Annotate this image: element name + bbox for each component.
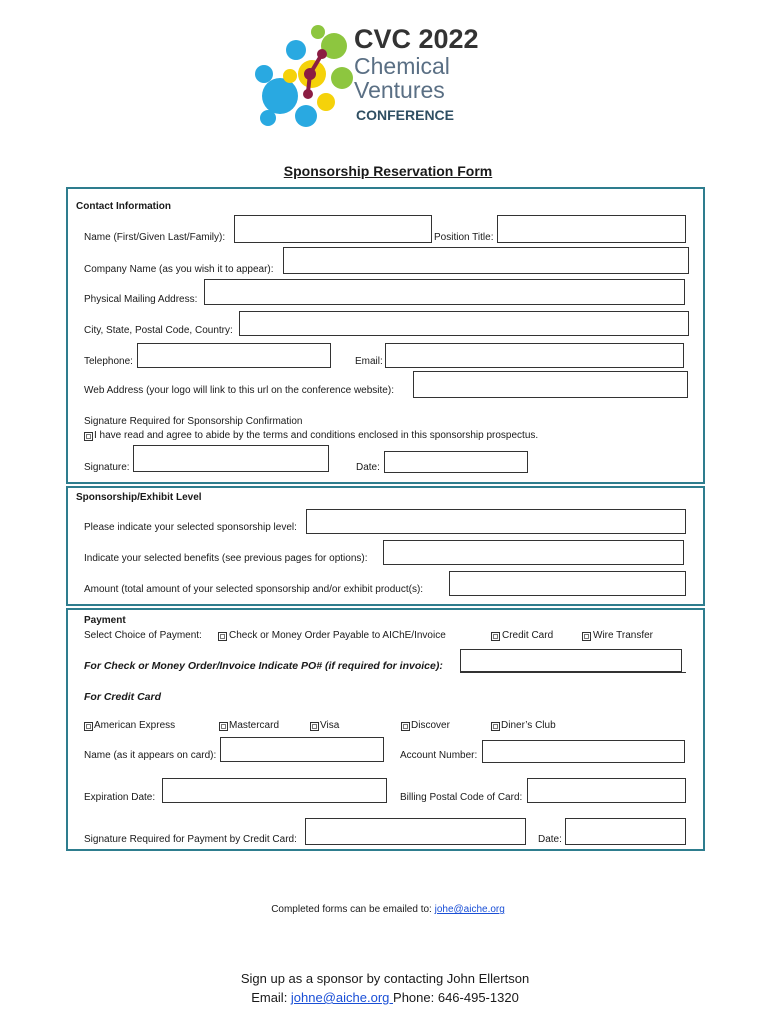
cc-signature-label: Signature Required for Payment by Credit Card: — [84, 834, 297, 845]
credit-card-checkbox[interactable] — [491, 632, 500, 641]
signature-label: Signature: — [84, 462, 130, 473]
wire-transfer-label: Wire Transfer — [593, 630, 654, 641]
completed-forms-email-link[interactable]: johe@aiche.org — [434, 904, 505, 915]
position-label: Position Title: — [434, 232, 494, 243]
discover-checkbox[interactable] — [401, 722, 410, 731]
contact-line — [0, 990, 770, 1005]
sponsorship-level-label: Please indicate your selected sponsorship level: — [84, 522, 297, 533]
check-money-order-checkbox[interactable] — [218, 632, 227, 641]
name-label: Name (First/Given Last/Family): — [84, 232, 226, 243]
cc-date-label: Date: — [538, 834, 562, 845]
email-label: Email: — [355, 356, 383, 367]
american-express-label: American Express — [94, 720, 176, 731]
po-number-label: For Check or Money Order/Invoice Indicate PO# (if required for invoice): — [84, 660, 443, 672]
diners-club-label: Diner’s Club — [501, 720, 556, 731]
billing-postal-field[interactable] — [527, 778, 686, 803]
sponsorship-level-field[interactable] — [306, 509, 686, 534]
mastercard-label: Mastercard — [229, 720, 280, 731]
logo-line-chemical: Chemical — [354, 53, 450, 79]
diners-club-checkbox[interactable] — [491, 722, 500, 731]
city-label: City, State, Postal Code, Country: — [84, 325, 233, 336]
payment-choice-label: Select Choice of Payment: — [84, 630, 202, 641]
agree-terms-label: I have read and agree to abide by the terms and conditions enclosed in this sponsorship prospectus. — [94, 430, 539, 441]
company-field[interactable] — [283, 247, 689, 274]
visa-label: Visa — [320, 720, 340, 731]
credit-card-label: Credit Card — [502, 630, 554, 641]
benefits-field[interactable] — [383, 540, 684, 565]
expiration-date-field[interactable] — [162, 778, 387, 803]
account-number-label: Account Number: — [400, 750, 478, 761]
form-title: Sponsorship Reservation Form — [283, 163, 493, 179]
name-field[interactable] — [234, 215, 432, 243]
cc-date-field[interactable] — [565, 818, 686, 845]
date-label: Date: — [356, 462, 380, 473]
company-label: Company Name (as you wish it to appear): — [84, 264, 274, 275]
signup-line: Sign up as a sponsor by contacting John Ellertson — [240, 971, 530, 986]
expiration-date-label: Expiration Date: — [84, 792, 156, 803]
city-field[interactable] — [239, 311, 689, 336]
wire-transfer-checkbox[interactable] — [582, 632, 591, 641]
signature-confirmation-heading: Signature Required for Sponsorship Confirmation — [84, 416, 303, 427]
completed-forms-text: Completed forms can be emailed to: — [271, 904, 435, 915]
telephone-field[interactable] — [137, 343, 331, 368]
discover-label: Discover — [411, 720, 450, 731]
mailing-address-field[interactable] — [204, 279, 685, 305]
card-name-label: Name (as it appears on card): — [84, 750, 217, 761]
contact-email-link[interactable]: johne@aiche.org — [290, 990, 394, 1005]
contact-heading: Contact Information — [76, 201, 171, 212]
completed-forms-line — [0, 904, 770, 915]
web-address-label: Web Address (your logo will link to this url on the conference website): — [84, 385, 394, 396]
cc-signature-field[interactable] — [305, 818, 526, 845]
position-field[interactable] — [497, 215, 686, 243]
amount-label: Amount (total amount of your selected sponsorship and/or exhibit product(s): — [84, 584, 424, 595]
email-prefix: Email: — [251, 990, 291, 1005]
logo-line-conference: CONFERENCE — [356, 107, 455, 123]
date-field[interactable] — [384, 451, 528, 473]
payment-heading: Payment — [84, 615, 126, 626]
sponsorship-heading: Sponsorship/Exhibit Level — [76, 492, 202, 503]
credit-card-heading: For Credit Card — [84, 691, 162, 703]
account-number-field[interactable] — [482, 740, 685, 763]
conference-logo — [248, 18, 478, 138]
web-address-field[interactable] — [413, 371, 688, 398]
po-number-underline — [460, 672, 686, 673]
agree-terms-checkbox[interactable] — [84, 432, 93, 441]
phone-text: Phone: 646-495-1320 — [393, 990, 519, 1005]
molecule-cluster-icon — [248, 18, 358, 138]
benefits-label: Indicate your selected benefits (see previous pages for options): — [84, 553, 368, 564]
logo-line-ventures: Ventures — [354, 77, 445, 103]
visa-checkbox[interactable] — [310, 722, 319, 731]
mailing-address-label: Physical Mailing Address: — [84, 294, 198, 305]
amount-field[interactable] — [449, 571, 686, 596]
email-field[interactable] — [385, 343, 684, 368]
american-express-checkbox[interactable] — [84, 722, 93, 731]
billing-postal-label: Billing Postal Code of Card: — [400, 792, 523, 803]
po-number-field[interactable] — [460, 649, 682, 672]
check-money-order-label: Check or Money Order Payable to AIChE/Invoice — [229, 630, 446, 641]
mastercard-checkbox[interactable] — [219, 722, 228, 731]
signature-field[interactable] — [133, 445, 329, 472]
card-name-field[interactable] — [220, 737, 384, 762]
logo-title: CVC 2022 — [354, 24, 479, 54]
telephone-label: Telephone: — [84, 356, 133, 367]
